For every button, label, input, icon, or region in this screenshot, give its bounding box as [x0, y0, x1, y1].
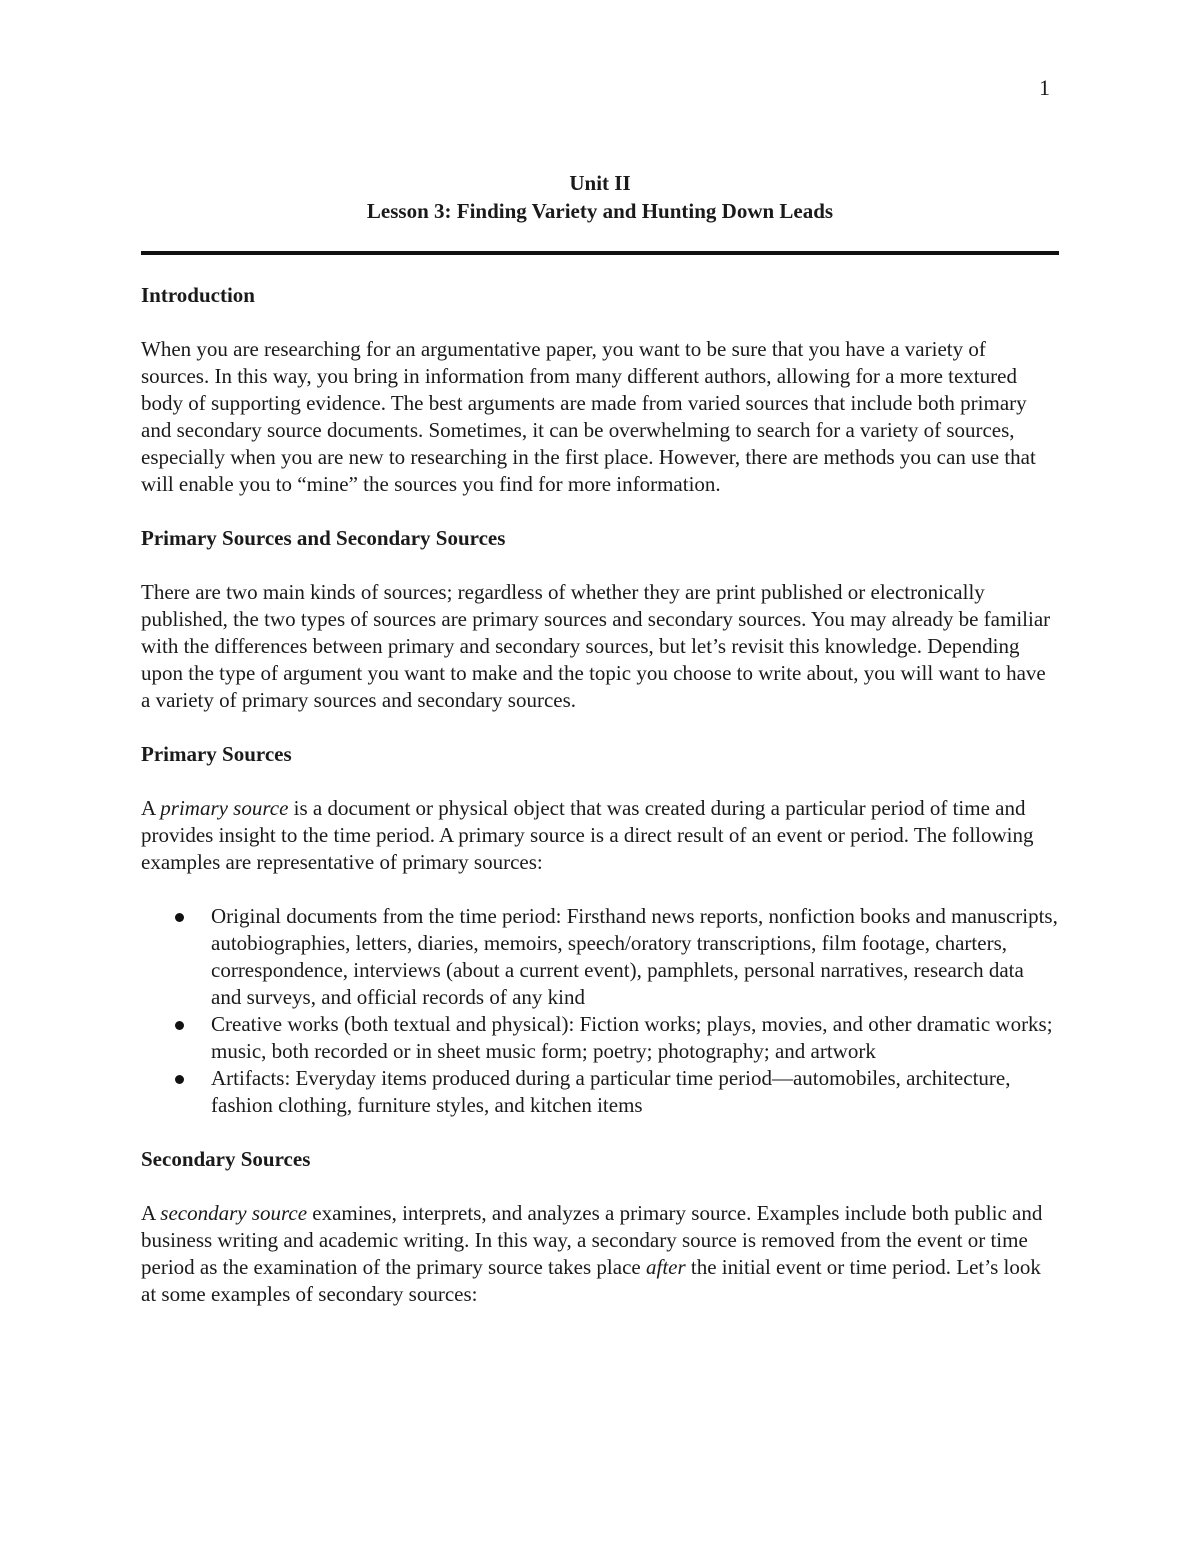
primary-secondary-heading: Primary Sources and Secondary Sources	[141, 526, 506, 550]
secondary-intro-text-end: the initial event or time period. Let’s look at some examples of secondary sources:	[141, 1255, 1041, 1306]
title-divider	[141, 251, 1059, 255]
emphasis-after: after	[645, 1255, 686, 1279]
introduction-paragraph: When you are researching for an argumentative paper, you want to be sure that you have a variety of sources. In this way, you bring in information from many different authors, allowing for a more textured body of supporting evidence. The best arguments are made from varied sources that include both primary and secondary source documents. Sometimes, it can be overwhelming to search for a variety of sources, especially when you are new to researching in the first place. However, there are methods you can use that will enable you to “mine” the sources you find for more information.	[141, 337, 1036, 496]
secondary-source-term: secondary source	[160, 1201, 308, 1225]
list-item	[141, 1065, 1059, 1119]
primary-intro-text: A	[141, 796, 161, 820]
secondary-intro-text-cont: examines, interprets, and analyzes a primary source. Examples include both public and business writing and academic writing. In this way, a secondary source is removed from the event or time period as the examination of the primary source takes place	[141, 1201, 1043, 1279]
primary-secondary-paragraph: There are two main kinds of sources; regardless of whether they are print published or electronically published, the two types of sources are primary sources and secondary sources. You may already be familiar with the differences between primary and secondary sources, but let’s revisit this knowledge. Depending upon the type of argument you want to make and the topic you choose to write about, you will want to have a variety of primary sources and secondary sources.	[141, 580, 1051, 712]
primary-source-term: primary source	[160, 796, 289, 820]
bullet-icon	[175, 1021, 184, 1030]
unit-title: Unit II	[569, 171, 631, 195]
bullet-icon	[175, 913, 184, 922]
secondary-sources-paragraph	[141, 1200, 1059, 1308]
primary-intro-text-cont: is a document or physical object that was created during a particular period of time and provides insight to the time period. A primary source is a direct result of an event or period. The following examples are representative of primary sources:	[141, 796, 1034, 874]
lesson-title: Lesson 3: Finding Variety and Hunting Down Leads	[366, 199, 834, 223]
list-item	[141, 903, 1059, 1011]
primary-sources-heading: Primary Sources	[141, 742, 292, 766]
page-number: 1	[1039, 75, 1050, 100]
list-item	[141, 1011, 1059, 1065]
list-item-text: Original documents from the time period: Firsthand news reports, nonfiction books and manuscripts, autobiographies, letters, diaries, memoirs, speech/oratory transcriptions, film footage, charters, correspondence, interviews (about a current event), pamphlets, personal narratives, research data and surveys, and official records of any kind	[211, 904, 1058, 1009]
primary-sources-list	[141, 903, 1059, 1119]
primary-sources-paragraph	[141, 795, 1059, 876]
introduction-heading: Introduction	[141, 283, 255, 307]
secondary-intro-text: A	[141, 1201, 161, 1225]
document-body	[141, 282, 1059, 1335]
list-item-text: Artifacts: Everyday items produced during a particular time period—automobiles, architecture, fashion clothing, furniture styles, and kitchen items	[211, 1066, 1011, 1117]
title-block	[141, 169, 1059, 225]
list-item-text: Creative works (both textual and physical): Fiction works; plays, movies, and other dramatic works; music, both recorded or in sheet music form; poetry; photography; and artwork	[211, 1012, 1053, 1063]
secondary-sources-heading: Secondary Sources	[141, 1147, 311, 1171]
bullet-icon	[175, 1075, 184, 1084]
